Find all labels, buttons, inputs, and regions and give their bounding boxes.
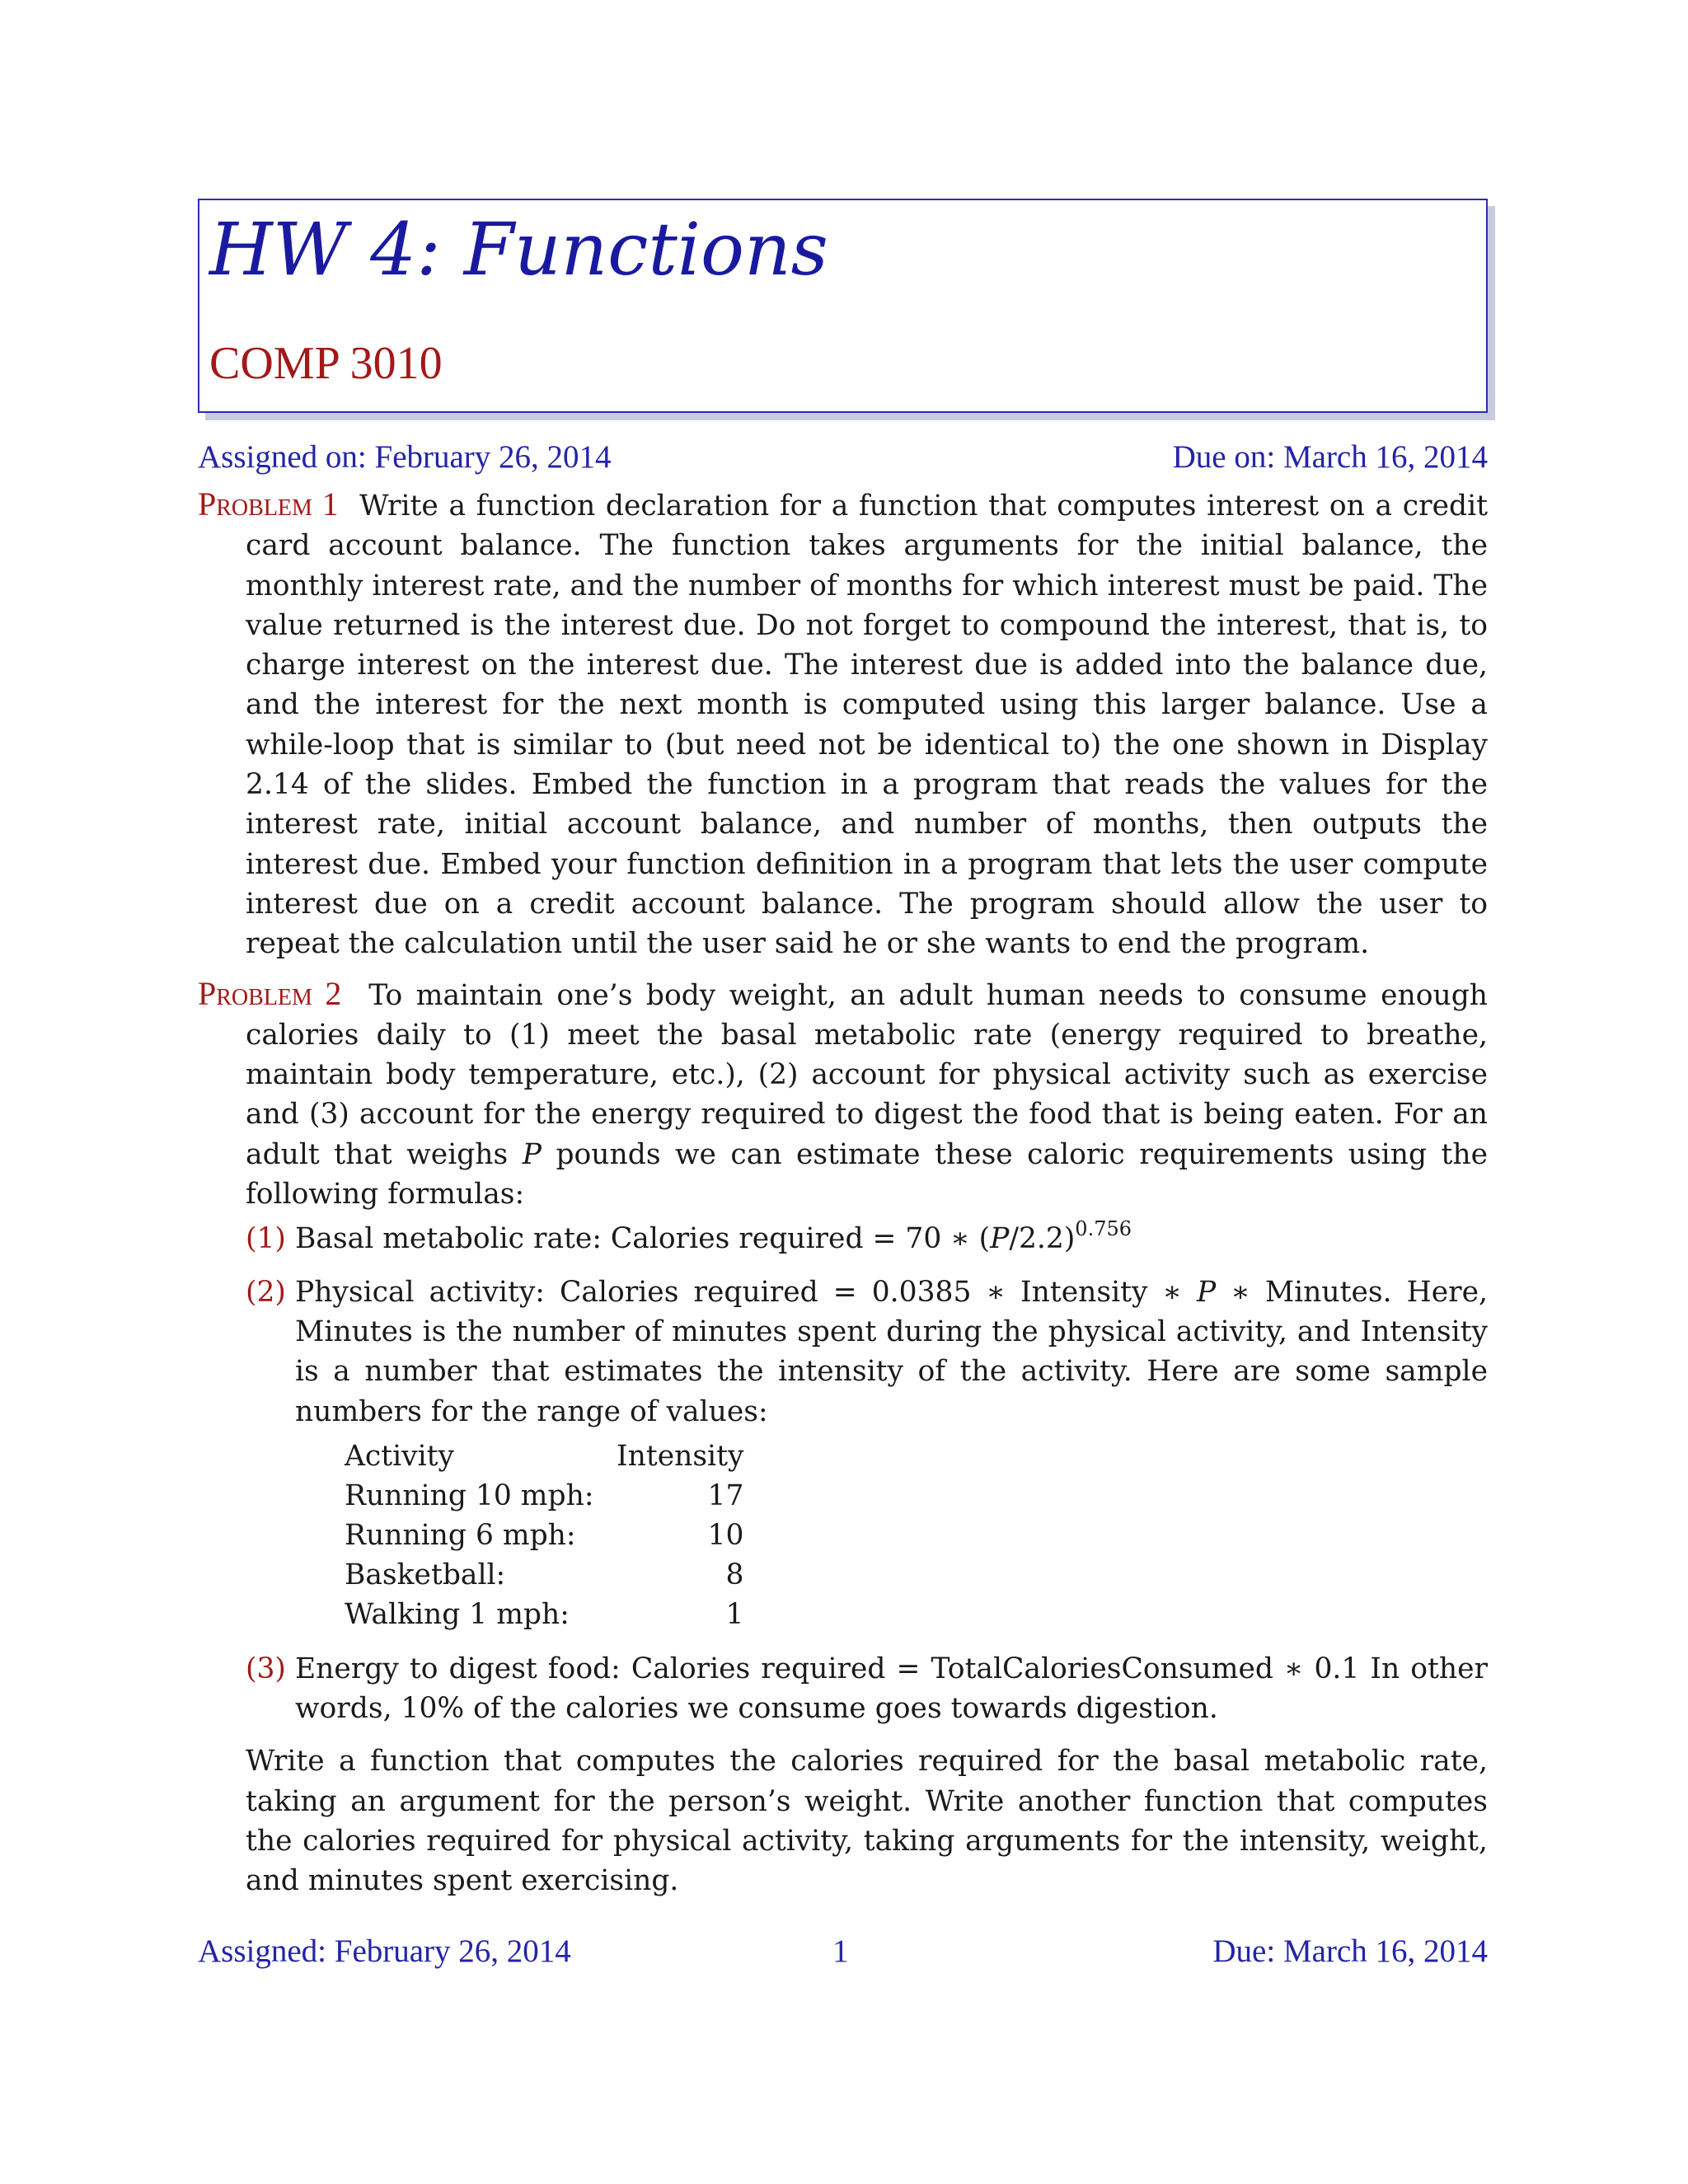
page-number: 1 [832, 1933, 849, 1969]
due-date: Due on: March 16, 2014 [1172, 439, 1488, 475]
formula-item-3: (3) Energy to digest food: Calories required = TotalCaloriesConsumed ∗ 0.1 In other words, 10% of the calories we consume goes towards digestion. [246, 1652, 1488, 1726]
table-row: Running 6 mph: 10 [345, 1518, 744, 1552]
problem-1-text: Problem 1 Write a function declaration for a function that computes interest on a credit card account balance. The function takes arguments for the initial balance, the monthly interest rate, and the number of months for which interest must be paid. The value returned is the interest due. Do not forget to compound the interest, that is, to charge interest on the interest due. The interest due is added into the balance due, and the interest for the next month is computed using this larger balance. Use a while-loop that is similar to (but need not be identical to) the one shown in Display 2.14 of the slides. Embed the function in a program that reads the values for the interest rate, initial account balance, and number of months, then outputs the interest due. Embed your function definition in a program that lets the user compute interest due on a credit account balance. The program should allow the user to repeat the calculation until the user said he or she wants to end the program. [198, 485, 1488, 961]
problem-label: Problem 1 [198, 485, 339, 523]
footer-assigned: Assigned: February 26, 2014 [198, 1933, 571, 1969]
formula-list [198, 1219, 1488, 1728]
page-title: HW 4: Functions [209, 207, 828, 292]
intensity-table [345, 1436, 743, 1634]
assigned-date: Assigned on: February 26, 2014 [198, 439, 612, 475]
assignment-dates [198, 438, 1488, 476]
problem-2-closing: Write a function that computes the calories required for the basal metabolic rate, taking an argument for the person’s weight. Write another function that computes the calories required for physical activity, taking arguments for the intensity, weight, and minutes spent exercising. [246, 1745, 1488, 1898]
table-row: Running 10 mph: 17 [345, 1479, 744, 1512]
document-body [198, 485, 1488, 1901]
problem-2 [198, 974, 1488, 1901]
formula-item-2: (2) Physical activity: Calories required = 0.0385 ∗ Intensity ∗ P ∗ Minutes. Here, Minutes is the number of minutes spent during the physical activity, and Intensity is a number that estimates the intensity of the activity. Here are some sample numbers for the range of values: Activity Intensity Running 10 mph: 17 Running 6 mph: 10 Basketball: 8 Walking 1 mph: 1 [246, 1272, 1488, 1634]
table-row: Walking 1 mph: 1 [345, 1597, 744, 1631]
problem-label: Problem 2 [198, 974, 342, 1012]
table-header-row: Activity Intensity [345, 1439, 744, 1473]
course-code: COMP 3010 [209, 338, 443, 389]
footer-due: Due: March 16, 2014 [1212, 1933, 1488, 1969]
formula-item-1: (1) Basal metabolic rate: Calories required = 70 ∗ $(P/2.2)^{0.756}$ [246, 1217, 1132, 1256]
problem-2-intro: Problem 2 To maintain one’s body weight, an adult human needs to consume enough calories daily to (1) meet the basal metabolic rate (energy required to breathe, maintain body temperature, etc.), (2) account for physical activity such as exercise and (3) account for the energy required to digest the food that is being eaten. For an adult that weighs P pounds we can estimate these caloric requirements using the following formulas: [198, 974, 1489, 1212]
title-box [198, 199, 1488, 413]
table-row: Basketball: 8 [345, 1558, 744, 1591]
problem-1 [198, 485, 1488, 964]
